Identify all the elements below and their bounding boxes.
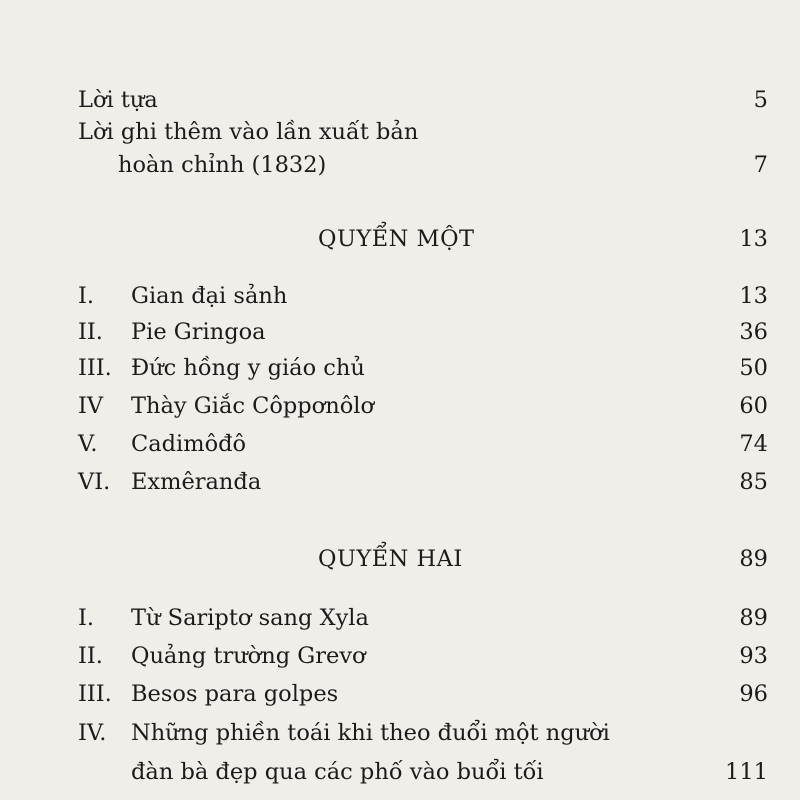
toc-entry-preface[interactable] — [78, 85, 768, 115]
chapter-number: IV. — [78, 720, 107, 746]
chapter-number: VI. — [78, 469, 111, 495]
chapter-title: Exmêranđa — [131, 469, 262, 495]
toc-entry[interactable] — [78, 641, 768, 671]
page-number: 50 — [739, 355, 768, 381]
toc-entry[interactable] — [78, 317, 768, 347]
chapter-number: III. — [78, 355, 112, 381]
page-number: 13 — [739, 283, 768, 309]
chapter-number: III. — [78, 681, 112, 707]
chapter-number: IV — [78, 393, 104, 419]
page-number: 85 — [739, 469, 768, 495]
chapter-number: I. — [78, 283, 95, 309]
chapter-title: Besos para golpes — [131, 681, 339, 707]
book-title: QUYỂN MỘT — [318, 226, 475, 252]
book-heading-two[interactable] — [78, 544, 768, 574]
chapter-number: I. — [78, 605, 95, 631]
chapter-title: Quảng trường Grevơ — [131, 643, 366, 669]
toc-entry[interactable] — [78, 679, 768, 709]
toc-entry-addendum[interactable] — [78, 117, 768, 147]
page-number: 93 — [739, 643, 768, 669]
page-number: 89 — [739, 605, 768, 631]
toc-entry[interactable] — [78, 353, 768, 383]
page-number: 60 — [739, 393, 768, 419]
page-number: 74 — [739, 431, 768, 457]
entry-title-cont: hoàn chỉnh (1832) — [118, 152, 327, 178]
entry-title: Lời tựa — [78, 87, 158, 113]
page-number: 36 — [739, 319, 768, 345]
book-title: QUYỂN HAI — [318, 546, 463, 572]
chapter-title: Đức hồng y giáo chủ — [131, 355, 365, 381]
page-number: 89 — [739, 546, 768, 572]
chapter-number: II. — [78, 319, 103, 345]
toc-entry[interactable] — [78, 391, 768, 421]
page-number: 96 — [739, 681, 768, 707]
toc-entry-addendum-cont[interactable] — [78, 150, 768, 180]
toc-entry[interactable] — [78, 281, 768, 311]
toc-entry-cont[interactable] — [78, 757, 768, 787]
chapter-title: Từ Sariptơ sang Xyla — [131, 605, 369, 631]
chapter-title: Những phiền toái khi theo đuổi một người — [131, 720, 610, 746]
chapter-title: Gian đại sảnh — [131, 283, 288, 309]
chapter-title: Pie Gringoa — [131, 319, 266, 345]
page-number: 111 — [725, 759, 768, 785]
toc-entry[interactable] — [78, 603, 768, 633]
chapter-number: II. — [78, 643, 103, 669]
page-number: 13 — [739, 226, 768, 252]
toc-entry[interactable] — [78, 718, 768, 748]
page-number: 7 — [753, 152, 768, 178]
entry-title: Lời ghi thêm vào lần xuất bản — [78, 119, 419, 145]
chapter-title: Cadimôđô — [131, 431, 247, 457]
toc-entry[interactable] — [78, 429, 768, 459]
chapter-title-cont: đàn bà đẹp qua các phố vào buổi tối — [131, 759, 544, 785]
page-number: 5 — [753, 87, 768, 113]
toc-entry[interactable] — [78, 467, 768, 497]
chapter-title: Thày Giắc Côppơnôlơ — [131, 393, 375, 419]
book-heading-one[interactable] — [78, 224, 768, 254]
chapter-number: V. — [78, 431, 98, 457]
